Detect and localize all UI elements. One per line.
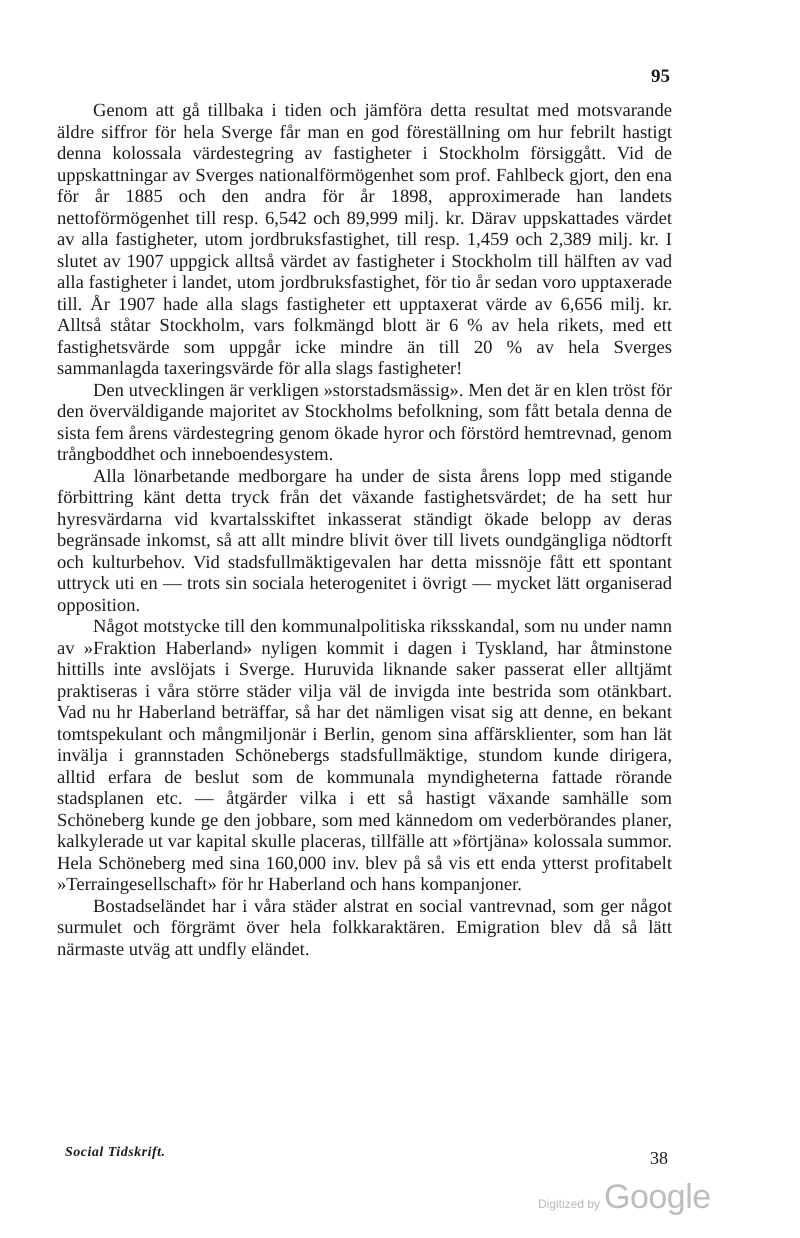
digitized-watermark bbox=[538, 1178, 711, 1217]
paragraph: Genom att gå tillbaka i tiden och jämföra detta resultat med motsvarande äldre siffror för hela Sverge får man en god föreställning om hur febrilt hastigt denna kolossala värdestegring av fastigheter i Stockholm försiggått. Vid de uppskattningar av Sverges nationalförmögenhet som prof. Fahlbeck gjort, den ena för år 1885 och den andra för år 1898, approximerade han landets nettoförmögenhet till resp. 6,542 och 89,999 milj. kr. Därav uppskattades värdet av alla fastigheter, utom jordbruksfastighet, till resp. 1,459 och 2,389 milj. kr. I slutet av 1907 uppgick alltså värdet av fastigheter i Stockholm till hälften av vad alla fastigheter i landet, utom jordbruksfastighet, för tio år sedan voro upptaxerade till. År 1907 hade alla slags fastigheter ett upptaxerat värde av 6,656 milj. kr. Alltså ståtar Stockholm, vars folkmängd blott är 6 % av hela rikets, med ett fastighetsvärde som uppgår icke mindre än till 20 % av hela Sverges sammanlagda taxeringsvärde för alla slags fastigheter! bbox=[57, 100, 672, 379]
watermark-prefix: Digitized by bbox=[538, 1197, 601, 1211]
paragraph: Den utvecklingen är verkligen »storstadsmässig». Men det är en klen tröst för den överväldigande majoritet av Stockholms befolkning, som fått betala denna de sista fem årens värdestegring genom ökade hyror och förstörd hemtrevnad, genom trångboddhet och inneboendesystem. bbox=[57, 379, 672, 465]
body-text bbox=[57, 100, 672, 960]
google-logo: Google bbox=[604, 1178, 711, 1216]
journal-signature: Social Tidskrift. bbox=[65, 1145, 166, 1160]
sheet-number: 38 bbox=[650, 1148, 668, 1168]
paragraph: Bostadseländet har i våra städer alstrat en social vantrevnad, som ger något surmulet och förgrämt över hela folkkaraktären. Emigration blev då så lätt närmaste utväg att undfly eländet. bbox=[57, 895, 672, 960]
paragraph: Alla lönarbetande medborgare ha under de sista årens lopp med stigande förbittring känt detta tryck från det växande fastighetsvärdet; de ha sett hur hyresvärdarna vid kvartalsskiftet inkasserat ständigt ökade belopp av deras begränsade inkomst, så att allt mindre blivit över till livets oundgängliga nödtorft och kulturbehov. Vid stadsfullmäktigevalen har detta missnöje fått ett spontant uttryck uti en — trots sin sociala heterogenitet i övrigt — mycket lätt organiserad opposition. bbox=[57, 465, 672, 616]
paragraph: Något motstycke till den kommunalpolitiska riksskandal, som nu under namn av »Fraktion Haberland» nyligen kommit i dagen i Tyskland, har åtminstone hittills inte avslöjats i Sverge. Huruvida liknande saker passerat eller alltjämt praktiseras i våra större städer vilja väl de invigda inte bestrida som otänkbart. Vad nu hr Haberland beträffar, så har det nämligen visat sig att denne, en bekant tomtspekulant och mångmiljonär i Berlin, genom sina affärsklienter, som han lät invälja i grannstaden Schönebergs stadsfullmäktige, stundom kunde dirigera, alltid erfara de beslut som de kommunala myndigheterna fattade rörande stadsplanen etc. — åtgärder vilka i ett så hastigt växande samhälle som Schöneberg kunde ge den jobbare, som med kännedom om vederbörandes planer, kalkylerade ut var kapital skulle placeras, tillfälle att »förtjäna» kolossala summor. Hela Schöneberg med sina 160,000 inv. blev på så vis ett enda ytterst profitabelt »Terraingesellschaft» för hr Haberland och hans kompanjoner. bbox=[57, 616, 672, 895]
page-number: 95 bbox=[651, 66, 670, 87]
